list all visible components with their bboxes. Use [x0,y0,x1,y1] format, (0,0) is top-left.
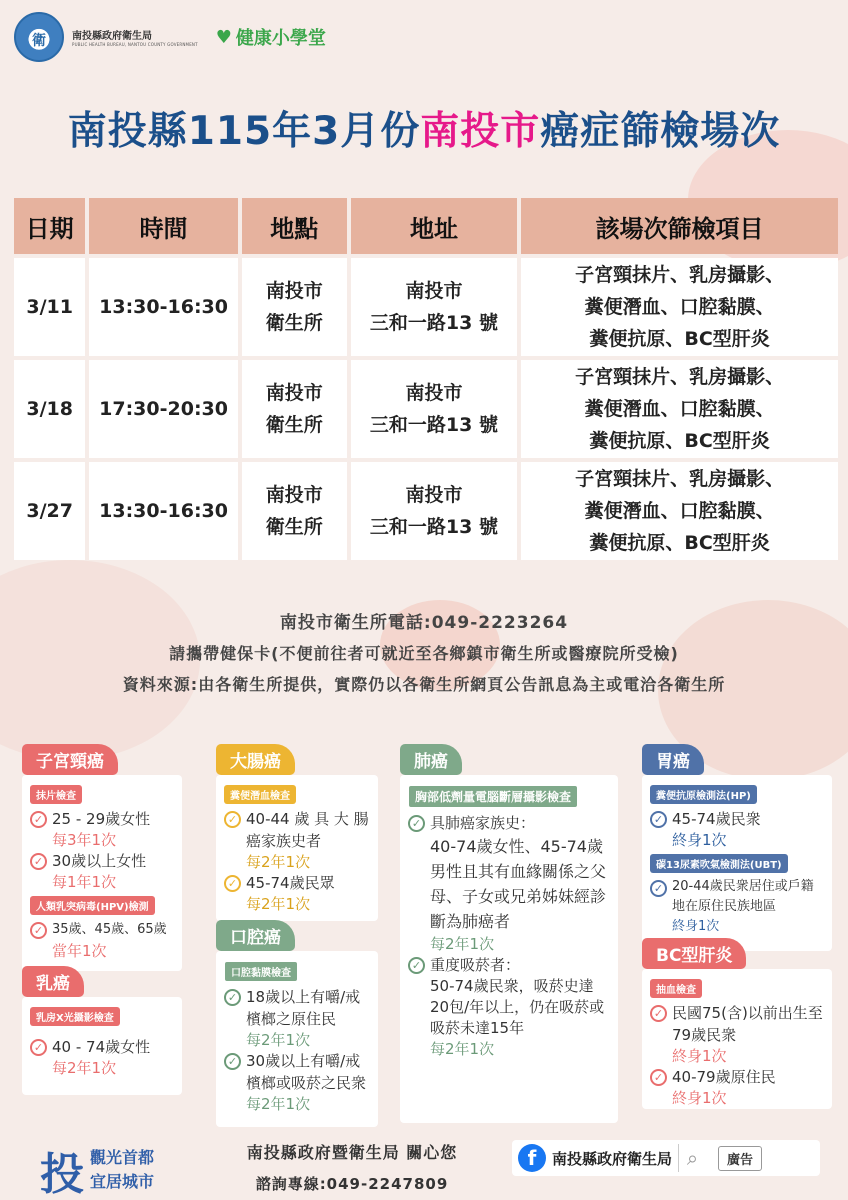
tou-logo: 投 [40,1149,84,1200]
data-source-note: 資料來源:由各衛生所提供，實際仍以各衛生所網頁公告訊息為主或電洽各衛生所 [122,675,726,694]
table-header-row [14,198,838,254]
notes-block [0,608,848,695]
health-school-logo [216,24,326,50]
table-row [14,258,838,356]
heart-leaf-icon: ♥ [215,26,232,48]
eligibility-item [408,954,610,976]
hepatitis-card [642,969,832,1109]
header-items: 該場次篩檢項目 [521,198,838,254]
eligibility-item [224,986,370,1030]
breast-cancer-tag: 乳癌 [22,966,84,997]
eligibility-text: 18歲以上有嚼/戒 檳榔之原住民 [246,988,361,1028]
eligibility-heading: 重度吸菸者： [430,956,521,974]
eligibility-text: 30歲以上女性 [52,852,147,870]
eligibility-item [30,919,174,941]
hp-test-label: 糞便抗原檢測法(HP) [650,785,757,804]
frequency-text: 每1年1次 [52,873,117,891]
eligibility-item [30,808,174,830]
hotline: 諮詢專線:049-2247809 [255,1175,449,1193]
oral-cancer-tag: 口腔癌 [216,920,295,951]
row-date: 3/18 [14,360,85,458]
search-icon[interactable]: ⌕ [678,1144,706,1172]
hpv-test-label: 人類乳突病毒(HPV)檢測 [30,896,155,915]
eligibility-text: 20-44歲民衆居住或戶籍地在原住民族地區 [672,879,814,914]
slogan [90,1146,154,1194]
header-address: 地址 [351,198,517,254]
eligibility-item [650,808,824,830]
bureau-name-block [72,27,198,47]
eligibility-item [224,808,370,852]
hepatitis-tag: BC型肝炎 [642,938,746,969]
items-line: 糞便抗原、BC型肝炎 [589,430,770,452]
items-line: 糞便抗原、BC型肝炎 [589,328,770,350]
address-line: 三和一路13 號 [369,414,498,436]
items-line: 子宮頸抹片、乳房攝影、 [575,264,785,286]
eligibility-text: 30歲以上有嚼/戒 檳榔或吸菸之民衆 [246,1052,367,1092]
row-time: 13:30-16:30 [89,462,238,560]
cervical-cancer-card [22,775,182,971]
items-line: 糞便潛血、口腔黏膜、 [584,500,775,522]
eligibility-text: 40 - 74歲女性 [52,1038,151,1056]
colon-cancer-section [216,744,378,921]
address-line: 南投市 [405,484,463,506]
seal-text: 衛 [32,33,46,49]
row-address [351,258,517,356]
stomach-cancer-tag: 胃癌 [642,744,704,775]
care-message: 南投縣政府暨衛生局 關心您 [246,1143,458,1162]
lung-cancer-tag: 肺癌 [400,744,462,775]
pap-smear-label: 抹片檢查 [30,785,82,804]
eligibility-item [224,1050,370,1094]
check-icon: ✓ [224,875,241,892]
row-items [521,258,838,356]
row-place [242,462,347,560]
lung-cancer-section [400,744,618,1123]
bureau-name: 南投縣政府衛生局 [72,31,152,42]
header-date: 日期 [14,198,85,254]
colon-cancer-tag: 大腸癌 [216,744,295,775]
check-icon: ✓ [224,1053,241,1070]
eligibility-text: 民國75(含)以前出生至79歲民衆 [672,1004,823,1044]
row-place [242,360,347,458]
check-icon: ✓ [30,853,47,870]
frequency-text: 每2年1次 [246,1031,311,1049]
frequency-text: 當年1次 [52,942,107,960]
bureau-english-name: PUBLIC HEALTH BUREAU, NANTOU COUNTY GOVERNMENT [72,42,198,47]
frequency-text: 每2年1次 [246,853,311,871]
eligibility-item [30,850,174,872]
eligibility-text: 35歲、45歲、65歲 [52,922,167,937]
page-title [0,100,848,156]
title-part-city: 南投市 [420,109,541,154]
address-line: 三和一路13 號 [369,516,498,538]
eligibility-heading: 具肺癌家族史： [430,814,536,832]
place-line: 南投市 [265,484,323,506]
check-icon: ✓ [650,811,667,828]
frequency-text: 每2年1次 [52,1059,117,1077]
items-line: 子宮頸抹片、乳房攝影、 [575,468,785,490]
eligibility-item [650,877,824,917]
facebook-search-bar[interactable] [512,1140,820,1176]
table-row [14,360,838,458]
title-part-county: 南投縣115年3月份 [67,109,421,154]
check-icon: ✓ [30,811,47,828]
eligibility-text: 45-74歲民衆 [672,810,761,828]
items-line: 糞便潛血、口腔黏膜、 [584,296,775,318]
mammography-label: 乳房X光攝影檢查 [30,1007,120,1026]
check-icon: ✓ [224,989,241,1006]
breast-cancer-card [22,997,182,1095]
check-icon: ✓ [650,1069,667,1086]
facebook-page-name: 南投縣政府衛生局 [552,1149,673,1168]
health-center-phone: 南投市衛生所電話:049-2223264 [279,613,569,633]
frequency-text: 終身1次 [672,919,720,934]
ldct-label: 胸部低劑量電腦斷層攝影檢查 [408,785,578,808]
frequency-text: 每3年1次 [52,831,117,849]
cervical-cancer-tag: 子宮頸癌 [22,744,118,775]
stomach-cancer-section [642,744,832,951]
row-address [351,360,517,458]
frequency-text: 每2年1次 [430,1040,495,1058]
row-items [521,360,838,458]
bureau-seal-logo [14,12,64,62]
slogan-line: 宜居城市 [90,1172,155,1191]
cervical-cancer-section [22,744,182,971]
eligibility-detail: 40-74歲女性、45-74歲男性且其有血緣關係之父母、子女或兄弟姊妹經診斷為肺癌者 [430,837,607,931]
oral-cancer-section [216,920,378,1127]
eligibility-item [650,1002,824,1046]
eligibility-text: 45-74歲民眾 [246,874,335,892]
eligibility-item [224,872,370,894]
table-row [14,462,838,560]
slogan-line: 觀光首都 [90,1148,155,1167]
eligibility-item [650,1066,824,1088]
place-line: 衛生所 [265,312,323,334]
footer-slogan-logo [40,1138,154,1200]
oral-cancer-card [216,951,378,1127]
bring-card-note: 請攜帶健保卡(不便前往者可就近至各鄉鎮市衛生所或醫療院所受檢) [169,644,679,663]
address-line: 三和一路13 號 [369,312,498,334]
stomach-cancer-card [642,775,832,951]
frequency-text: 每2年1次 [246,1095,311,1113]
place-line: 南投市 [265,280,323,302]
eligibility-text: 25 - 29歲女性 [52,810,151,828]
oral-mucosa-label: 口腔黏膜檢查 [224,961,298,982]
place-line: 衛生所 [265,414,323,436]
eligibility-item [408,812,610,834]
ad-button[interactable]: 廣告 [718,1146,762,1171]
eligibility-detail: 50-74歲民衆，吸菸史達20包/年以上，仍在吸菸或吸菸未達15年 [430,977,605,1037]
check-icon: ✓ [30,1039,47,1056]
header-time: 時間 [89,198,238,254]
check-icon: ✓ [408,957,425,974]
frequency-text: 終身1次 [672,1089,727,1107]
frequency-text: 每2年1次 [246,895,311,913]
title-part-screening: 癌症篩檢場次 [540,109,781,154]
items-line: 糞便潛血、口腔黏膜、 [584,398,775,420]
row-time: 13:30-16:30 [89,258,238,356]
eligibility-text: 40-79歲原住民 [672,1068,776,1086]
eligibility-text: 40-44 歲 具 大 腸 癌家族史者 [246,810,369,850]
fecal-occult-blood-label: 糞便潛血檢查 [224,785,296,804]
row-time: 17:30-20:30 [89,360,238,458]
hepatitis-section [642,938,832,1109]
check-icon: ✓ [30,922,47,939]
lung-cancer-card [400,775,618,1123]
address-line: 南投市 [405,382,463,404]
frequency-text: 終身1次 [672,831,727,849]
ubt-test-label: 碳13尿素吹氣檢測法(UBT) [650,854,788,873]
facebook-icon: f [518,1144,546,1172]
breast-cancer-section [22,966,182,1095]
eligibility-item [30,1036,174,1058]
footer-contact [212,1140,492,1194]
health-school-label: 健康小學堂 [235,28,326,49]
row-address [351,462,517,560]
header-logos [14,12,326,62]
colon-cancer-card [216,775,378,921]
row-place [242,258,347,356]
frequency-text: 終身1次 [672,1047,727,1065]
row-date: 3/27 [14,462,85,560]
blood-test-label: 抽血檢查 [650,979,702,998]
frequency-text: 每2年1次 [430,935,495,953]
place-line: 南投市 [265,382,323,404]
row-date: 3/11 [14,258,85,356]
check-icon: ✓ [650,880,667,897]
header-place: 地點 [242,198,347,254]
place-line: 衛生所 [265,516,323,538]
items-line: 子宮頸抹片、乳房攝影、 [575,366,785,388]
row-items [521,462,838,560]
address-line: 南投市 [405,280,463,302]
check-icon: ✓ [650,1005,667,1022]
check-icon: ✓ [408,815,425,832]
schedule-table [14,198,838,564]
items-line: 糞便抗原、BC型肝炎 [589,532,770,554]
check-icon: ✓ [224,811,241,828]
